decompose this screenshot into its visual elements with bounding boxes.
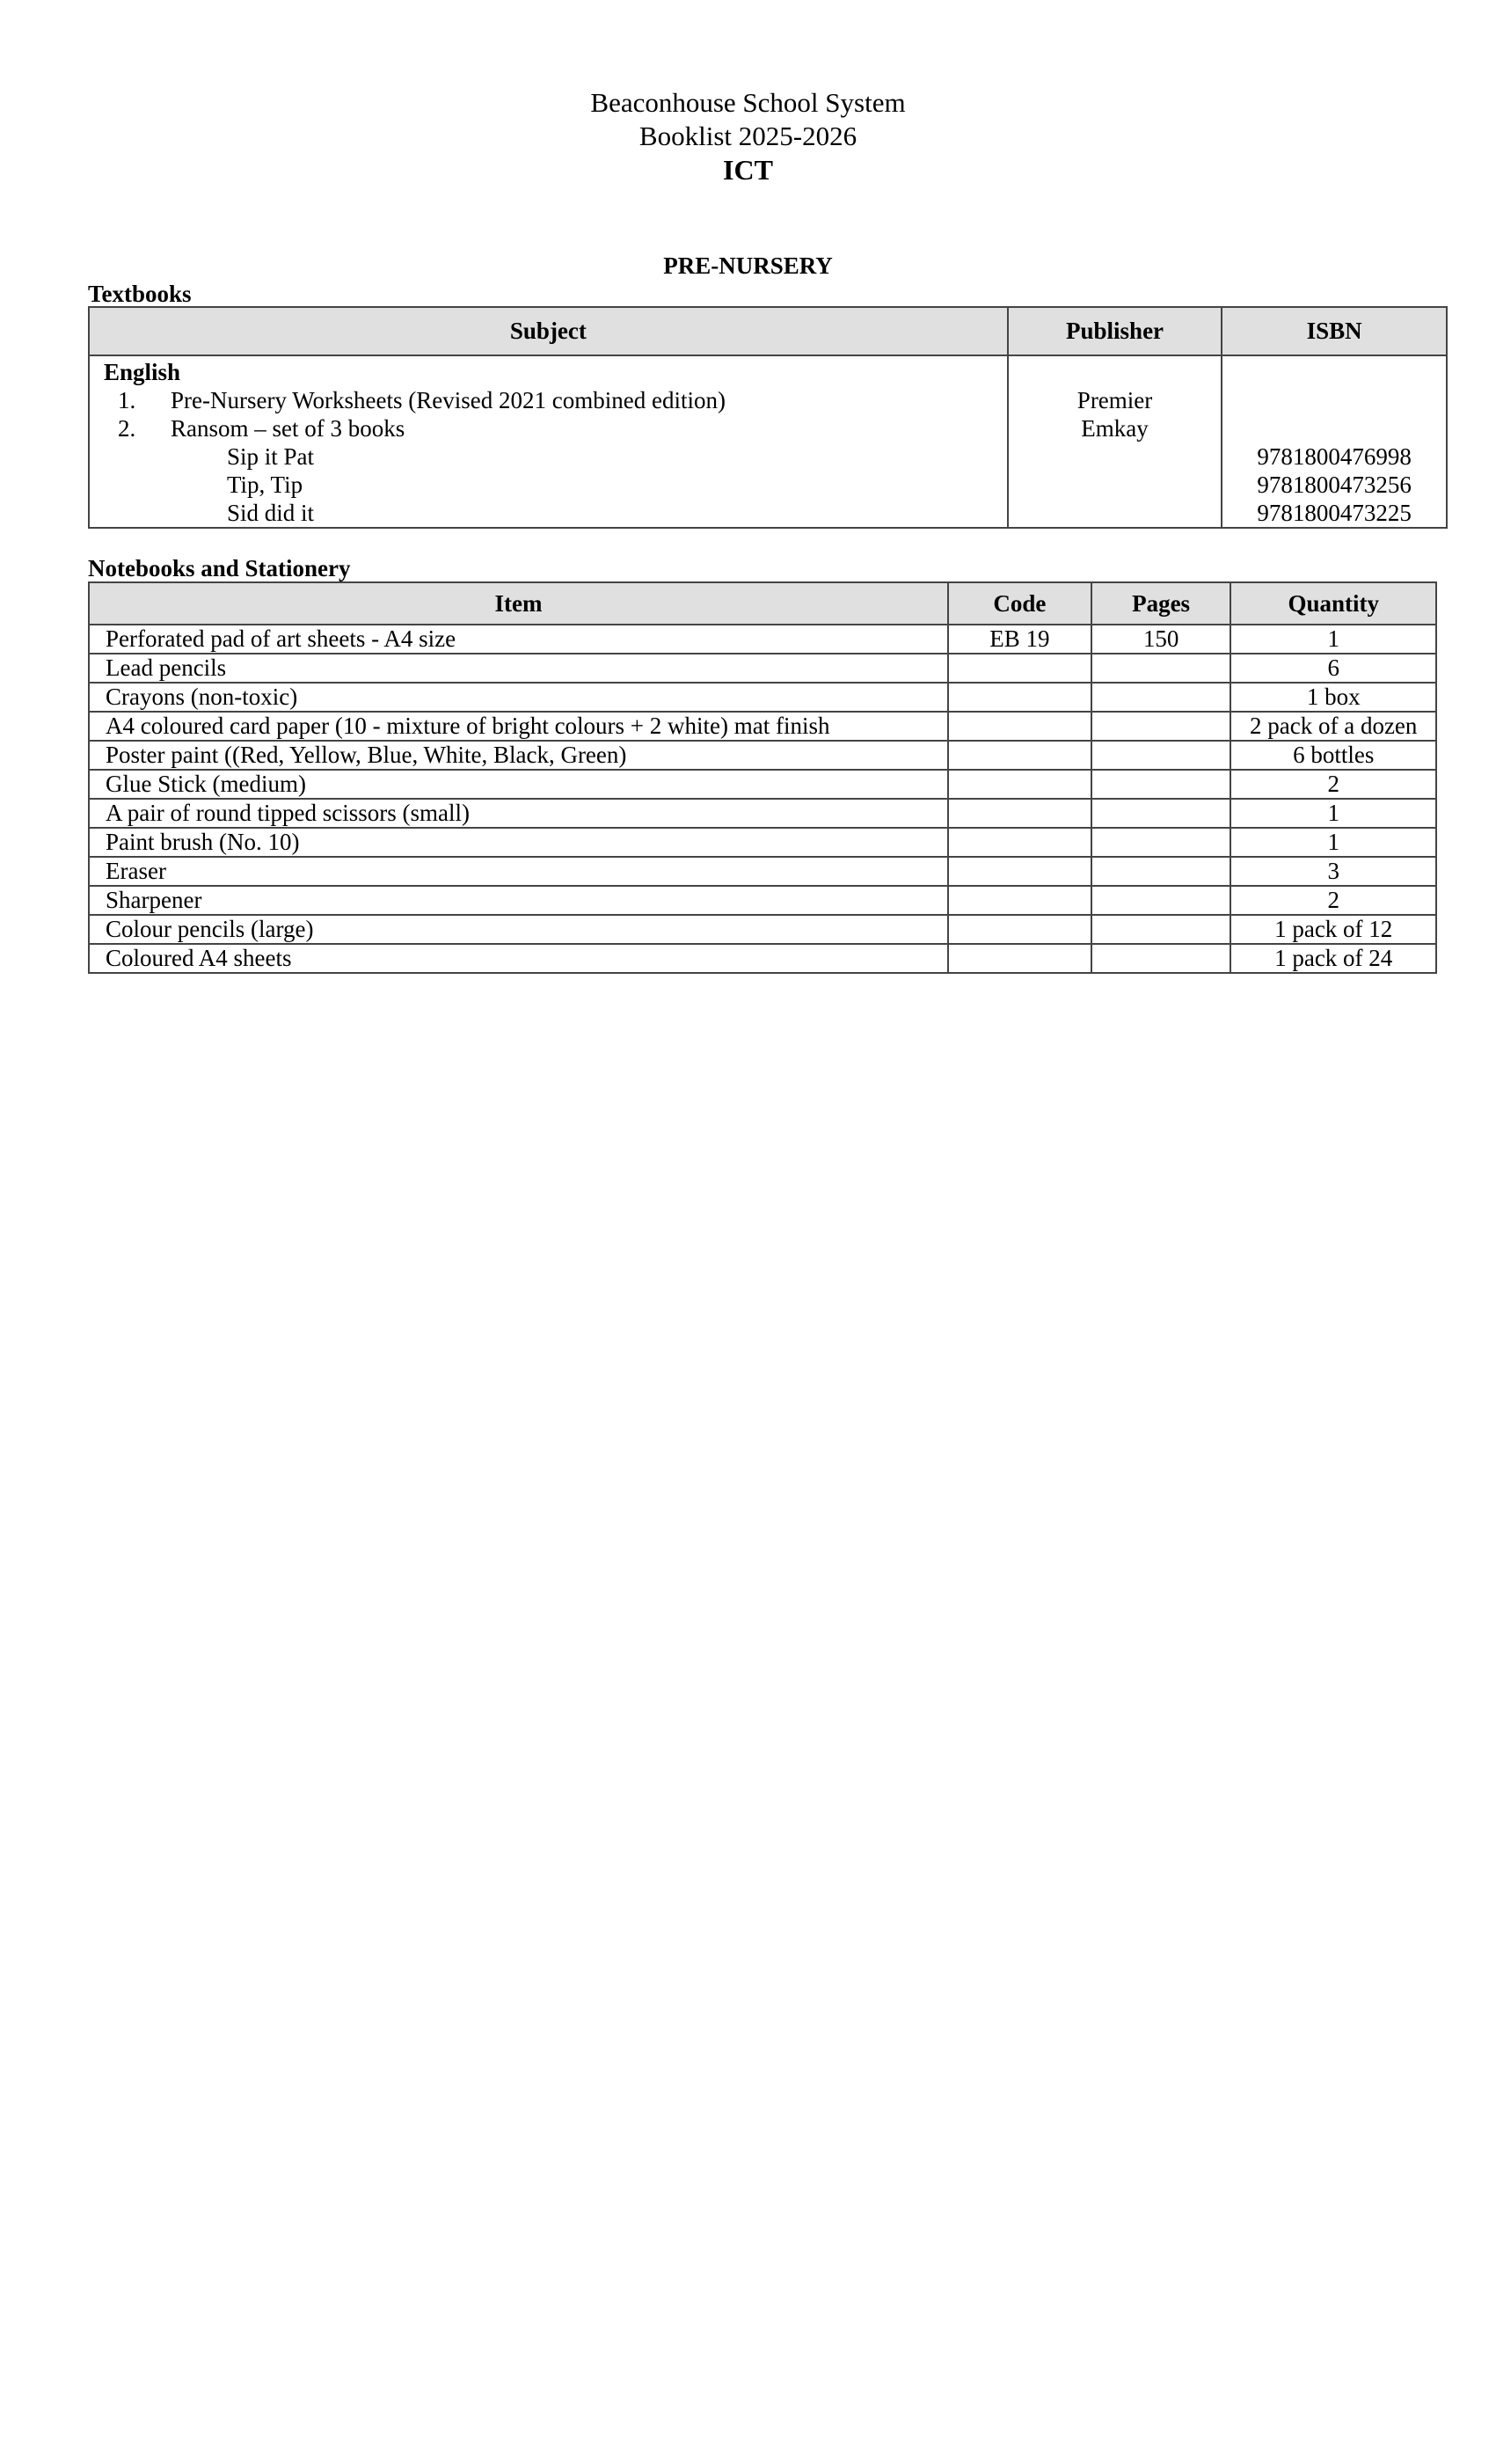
school-name: Beaconhouse School System (590, 87, 906, 118)
code-cell (948, 770, 1091, 799)
code-cell (948, 683, 1091, 712)
item-cell: Sharpener (89, 886, 948, 915)
item-cell: A4 coloured card paper (10 - mixture of bright colours + 2 white) mat finish (89, 712, 948, 741)
textbooks-table (88, 306, 1448, 529)
item-cell: Lead pencils (89, 654, 948, 683)
item-cell: Poster paint ((Red, Yellow, Blue, White, Black, Green) (89, 741, 948, 770)
code-cell (948, 741, 1091, 770)
pages-cell (1091, 944, 1231, 973)
item-cell: Coloured A4 sheets (89, 944, 948, 973)
table-row (89, 683, 1436, 712)
isbn-value: 9781800473225 (1257, 500, 1412, 526)
pages-cell (1091, 857, 1231, 886)
code-cell (948, 915, 1091, 944)
table-row (89, 741, 1436, 770)
pages-cell (1091, 799, 1231, 828)
code-cell (948, 712, 1091, 741)
isbn-value: 9781800473256 (1257, 472, 1412, 498)
pages-cell: 150 (1091, 625, 1231, 654)
sub-book-title: Sid did it (227, 500, 315, 526)
code-cell (948, 886, 1091, 915)
quantity-cell: 1 (1230, 799, 1436, 828)
item-cell: Eraser (89, 857, 948, 886)
book-title: Pre-Nursery Worksheets (Revised 2021 combined edition) (171, 387, 726, 413)
item-cell: Glue Stick (medium) (89, 770, 948, 799)
code-cell: EB 19 (948, 625, 1091, 654)
table-row (89, 770, 1436, 799)
quantity-cell: 6 bottles (1230, 741, 1436, 770)
stationery-table (88, 581, 1437, 974)
table-row (89, 712, 1436, 741)
sub-book-title: Tip, Tip (227, 472, 303, 498)
quantity-cell: 2 (1230, 886, 1436, 915)
quantity-cell: 1 pack of 12 (1230, 915, 1436, 944)
item-number: 2. (118, 415, 136, 442)
code-cell (948, 857, 1091, 886)
quantity-cell: 6 (1230, 654, 1436, 683)
table-row (89, 799, 1436, 828)
pages-cell (1091, 770, 1231, 799)
sub-book-title: Sip it Pat (227, 443, 315, 470)
item-cell: Perforated pad of art sheets - A4 size (89, 625, 948, 654)
item-number: 1. (118, 387, 136, 413)
pages-cell (1091, 828, 1231, 857)
code-cell (948, 799, 1091, 828)
column-header-isbn: ISBN (1222, 307, 1447, 355)
subject-title: ICT (723, 154, 773, 186)
stationery-caption: Notebooks and Stationery (88, 555, 351, 581)
table-row (89, 625, 1436, 654)
publisher-name: Premier (1076, 387, 1153, 413)
document-header (0, 86, 1496, 186)
textbooks-header-row (89, 307, 1447, 355)
table-row (89, 915, 1436, 944)
quantity-cell: 1 (1230, 828, 1436, 857)
item-cell: Colour pencils (large) (89, 915, 948, 944)
quantity-cell: 3 (1230, 857, 1436, 886)
quantity-cell: 2 pack of a dozen (1230, 712, 1436, 741)
column-header-publisher: Publisher (1008, 307, 1222, 355)
pages-cell (1091, 654, 1231, 683)
column-header-quantity: Quantity (1230, 582, 1436, 625)
code-cell (948, 828, 1091, 857)
list-item (104, 414, 1007, 442)
list-item (104, 386, 1007, 414)
quantity-cell: 1 box (1230, 683, 1436, 712)
publisher-name: Emkay (1081, 415, 1149, 442)
column-header-code: Code (948, 582, 1091, 625)
publisher-cell (1008, 355, 1222, 528)
class-level-title: PRE-NURSERY (663, 252, 833, 279)
column-header-item: Item (89, 582, 948, 625)
isbn-cell (1222, 355, 1447, 528)
item-cell: Crayons (non-toxic) (89, 683, 948, 712)
booklist-year: Booklist 2025-2026 (639, 121, 857, 151)
book-title: Ransom – set of 3 books (171, 415, 405, 442)
subject-cell (89, 355, 1008, 528)
quantity-cell: 2 (1230, 770, 1436, 799)
subject-group-english: English (104, 359, 181, 385)
quantity-cell: 1 (1230, 625, 1436, 654)
table-row (89, 944, 1436, 973)
item-cell: Paint brush (No. 10) (89, 828, 948, 857)
isbn-value: 9781800476998 (1257, 443, 1412, 470)
column-header-pages: Pages (1091, 582, 1231, 625)
quantity-cell: 1 pack of 24 (1230, 944, 1436, 973)
table-row (89, 828, 1436, 857)
item-cell: A pair of round tipped scissors (small) (89, 799, 948, 828)
code-cell (948, 654, 1091, 683)
code-cell (948, 944, 1091, 973)
table-row (89, 886, 1436, 915)
table-row (89, 857, 1436, 886)
column-header-subject: Subject (89, 307, 1008, 355)
table-row (89, 654, 1436, 683)
textbooks-caption: Textbooks (88, 281, 192, 307)
stationery-header-row (89, 582, 1436, 625)
pages-cell (1091, 915, 1231, 944)
pages-cell (1091, 886, 1231, 915)
pages-cell (1091, 712, 1231, 741)
pages-cell (1091, 683, 1231, 712)
pages-cell (1091, 741, 1231, 770)
table-row (89, 355, 1447, 528)
